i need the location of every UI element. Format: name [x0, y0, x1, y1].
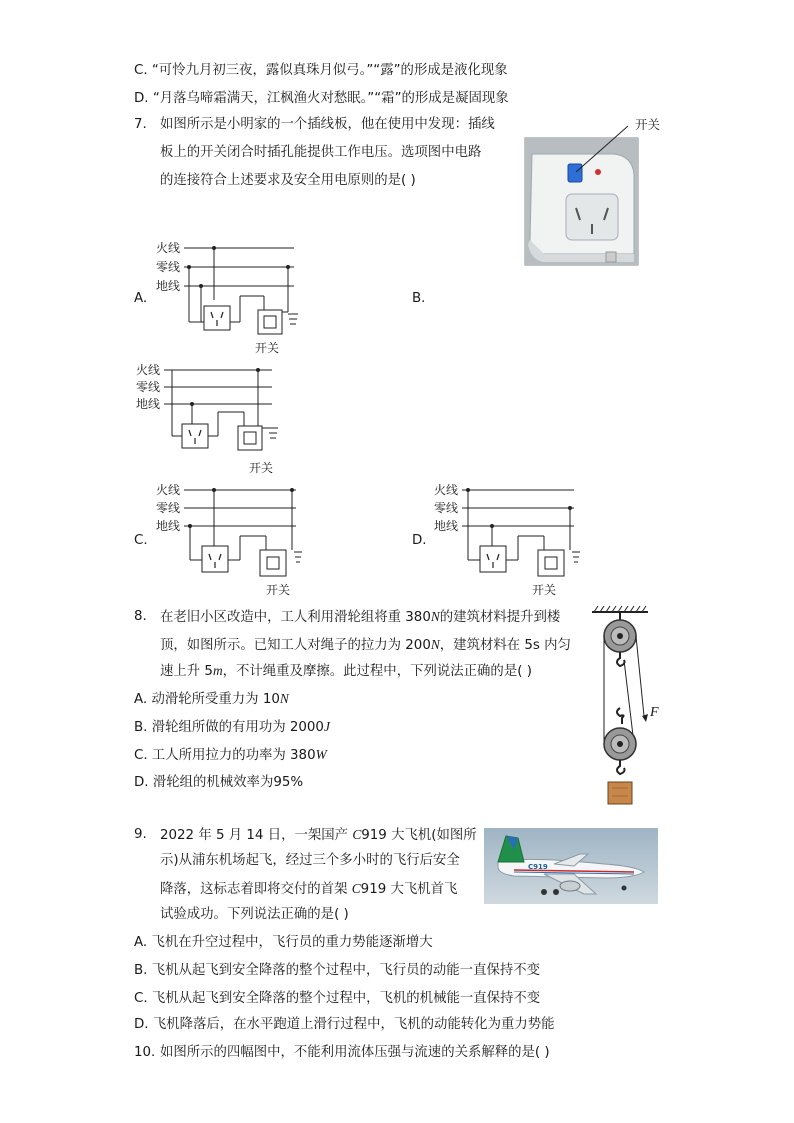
svg-text:零线: 零线: [156, 501, 181, 515]
circuit-c: [154, 484, 314, 604]
q9-number: 9.: [134, 827, 147, 842]
force-label: F: [650, 705, 659, 720]
q7-number: 7.: [134, 117, 147, 132]
power-strip-photo: [524, 114, 674, 268]
neutral-wire-label: 零线: [156, 260, 181, 274]
circuit-a: [154, 242, 314, 362]
q9-line-2: 示)从浦东机场起飞，经过三个多小时的飞行后安全: [160, 853, 460, 868]
svg-text:地线: 地线: [136, 397, 161, 411]
ground-wire-label: 地线: [156, 279, 181, 293]
q8-line-1: 在老旧小区改造中，工人利用滑轮组将重 380N的建筑材料提升到楼: [160, 609, 561, 625]
q8-option-a: A. 动滑轮所受重力为 10N: [134, 691, 289, 707]
q7-option-a-label: A.: [134, 291, 148, 306]
q9-option-b: B. 飞机从起飞到安全降落的整个过程中，飞行员的动能一直保持不变: [134, 963, 541, 978]
q7-line-2: 板上的开关闭合时插孔能提供工作电压。选项图中电路: [160, 145, 482, 160]
svg-text:开关: 开关: [532, 583, 557, 597]
q7-option-b-label: B.: [412, 291, 426, 306]
plane-livery-text: C919: [528, 863, 548, 871]
q7-option-d-label: D.: [412, 533, 427, 548]
switch-label-photo: 开关: [635, 117, 661, 132]
svg-text:零线: 零线: [434, 501, 459, 515]
q9-line-4: 试验成功。下列说法正确的是( ): [160, 907, 349, 922]
q8-line-2: 顶，如图所示。已知工人对绳子的拉力为 200N，建筑材料在 5s 内匀: [160, 637, 571, 653]
q9-line-3: 降落，这标志着即将交付的首架 C919 大飞机首飞: [160, 881, 458, 897]
switch-label: 开关: [255, 341, 280, 355]
q8-option-c: C. 工人所用拉力的功率为 380W: [134, 747, 327, 763]
svg-text:火线: 火线: [434, 484, 459, 497]
circuit-d: [432, 484, 592, 604]
q7-option-c-label: C.: [134, 533, 148, 548]
q9-line-1: 2022 年 5 月 14 日，一架国产 C919 大飞机(如图所: [160, 827, 477, 843]
q7-line-1: 如图所示是小明家的一个插线板，他在使用中发现：插线: [160, 117, 495, 132]
svg-text:火线: 火线: [136, 364, 161, 377]
q8-number: 8.: [134, 609, 147, 624]
svg-text:开关: 开关: [249, 461, 274, 475]
q9-option-d: D. 飞机降落后，在水平跑道上滑行过程中，飞机的动能转化为重力势能: [134, 1017, 555, 1032]
q8-option-b: B. 滑轮组所做的有用功为 2000J: [134, 719, 330, 735]
svg-text:地线: 地线: [434, 519, 459, 533]
q8-line-3: 速上升 5m，不计绳重及摩擦。此过程中，下列说法正确的是( ): [160, 663, 532, 679]
svg-text:地线: 地线: [156, 519, 181, 533]
circuit-b: [134, 364, 294, 484]
q9-option-c: C. 飞机从起飞到安全降落的整个过程中，飞机的机械能一直保持不变: [134, 991, 541, 1006]
q9-option-a: A. 飞机在升空过程中，飞行员的重力势能逐渐增大: [134, 935, 433, 950]
svg-text:火线: 火线: [156, 484, 181, 497]
q8-option-d: D. 滑轮组的机械效率为95%: [134, 775, 304, 790]
q10-text: 如图所示的四幅图中，不能利用流体压强与流速的关系解释的是( ): [160, 1045, 550, 1060]
q7-line-3: 的连接符合上述要求及安全用电原则的是( ): [160, 173, 416, 188]
c919-plane-photo: [484, 828, 658, 904]
svg-text:零线: 零线: [136, 380, 161, 394]
svg-text:开关: 开关: [266, 583, 291, 597]
live-wire-label: 火线: [156, 242, 181, 255]
q6-option-c: C. “可怜九月初三夜，露似真珠月似弓。”“露”的形成是液化现象: [134, 63, 508, 78]
q6-option-d: D. “月落乌啼霜满天，江枫渔火对愁眠。”“霜”的形成是凝固现象: [134, 91, 509, 106]
q10-number: 10.: [134, 1045, 156, 1060]
